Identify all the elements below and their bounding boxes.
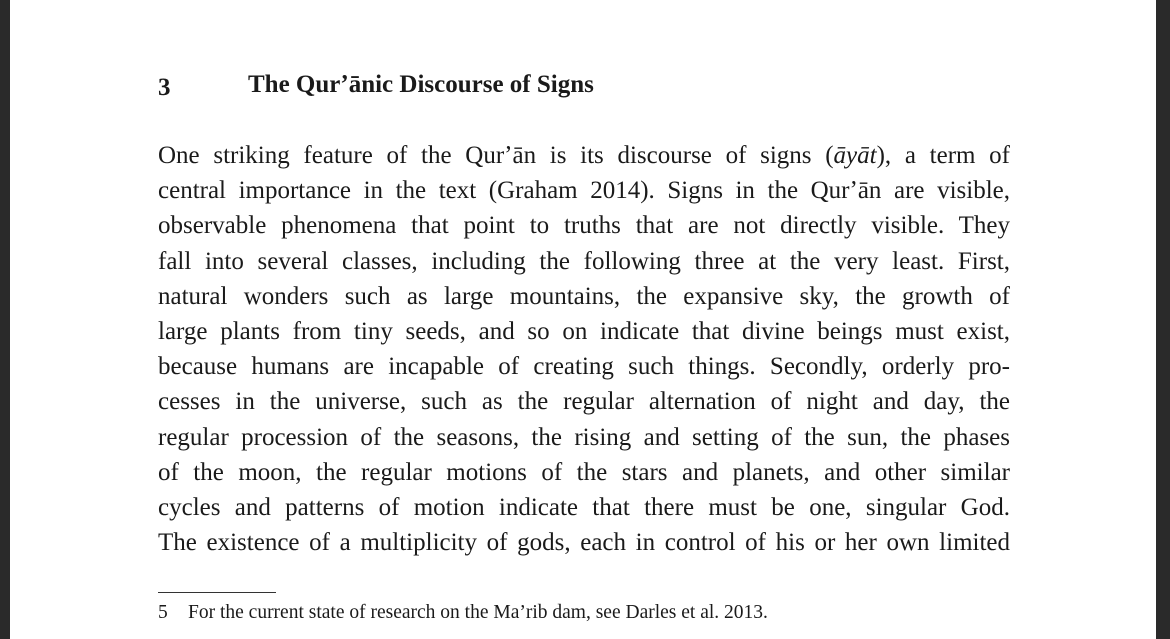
section-title: The Qurʼānic Discourse of Signs — [248, 71, 594, 98]
text-line: observable phenomena that point to truths that are not directly visible. They — [158, 212, 1010, 240]
text-line: central importance in the text (Graham 2014). Signs in the Qurʼān are visible, — [158, 177, 1010, 205]
text-line: large plants from tiny seeds, and so on indicate that divine beings must exist, — [158, 317, 1010, 345]
text-line — [158, 138, 1010, 173]
text-line: of the moon, the regular motions of the stars and planets, and other similar — [158, 458, 1010, 486]
footnote — [158, 602, 768, 624]
text-line: natural wonders such as large mountains, the expansive sky, the growth of — [158, 282, 1010, 310]
footnote-number: 5 — [158, 602, 168, 623]
section-number: 3 — [158, 74, 171, 101]
text-line: cesses in the universe, such as the regular alternation of night and day, the — [158, 388, 1010, 416]
text-line: fall into several classes, including the following three at the very least. First, — [158, 247, 1010, 275]
text-span: ), a term of — [876, 142, 1010, 169]
book-page — [10, 0, 1156, 639]
text-line: cycles and patterns of motion indicate that there must be one, singular God. — [158, 493, 1010, 521]
italic-term: āyāt — [833, 142, 877, 169]
text-line: regular procession of the seasons, the rising and setting of the sun, the phases — [158, 423, 1010, 451]
footnote-text: For the current state of research on the Ma’rib dam, see Darles et al. 2013. — [188, 602, 768, 623]
body-paragraph — [158, 138, 1010, 560]
footnote-divider — [158, 592, 276, 593]
text-span: One striking feature of the Qurʼān is its discourse of signs ( — [158, 142, 834, 169]
text-line: because humans are incapable of creating such things. Secondly, orderly pro- — [158, 353, 1010, 381]
text-line: The existence of a multiplicity of gods, each in control of his or her own limited — [158, 529, 1010, 557]
